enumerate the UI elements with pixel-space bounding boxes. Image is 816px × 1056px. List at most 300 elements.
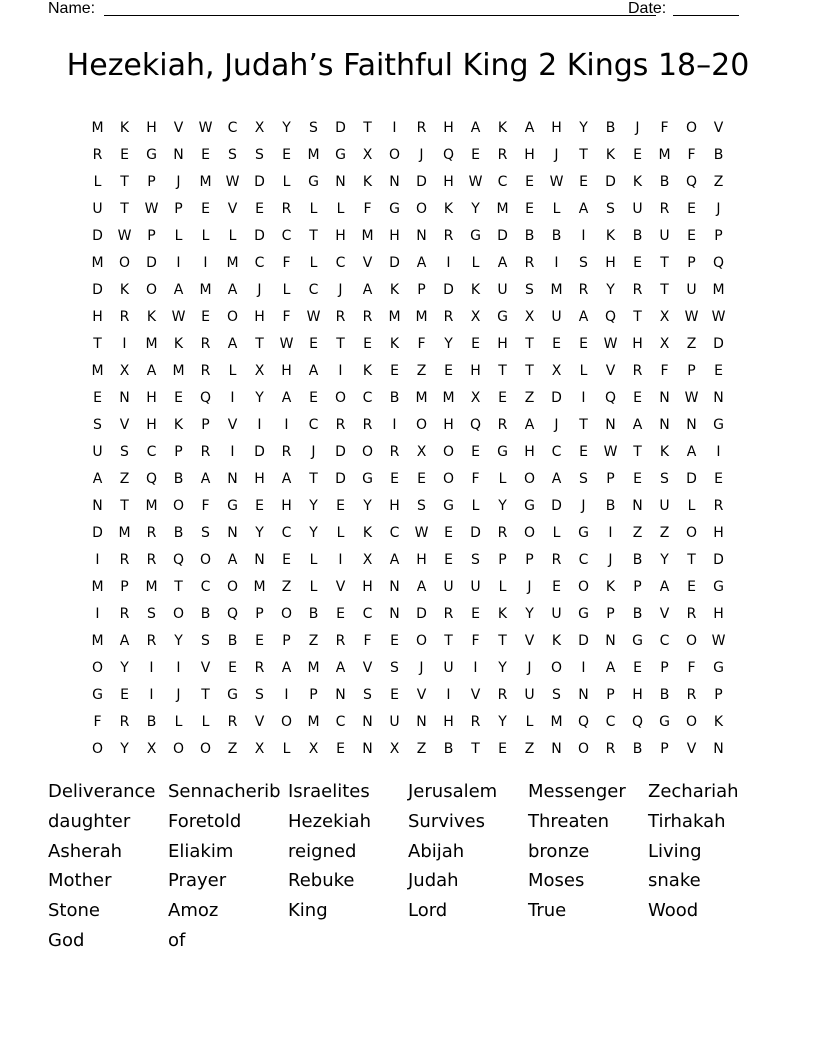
grid-letter: V xyxy=(362,254,373,271)
word-bank-item: Rebuke xyxy=(288,870,355,892)
grid-letter: H xyxy=(524,443,535,460)
grid-letter: J xyxy=(338,281,343,298)
grid-letter: M xyxy=(172,362,185,379)
grid-letter: B xyxy=(632,227,643,244)
grid-letter: R xyxy=(254,659,265,676)
grid-letter: D xyxy=(254,227,265,244)
grid-letter: I xyxy=(338,362,343,379)
grid-letter: Q xyxy=(145,470,158,487)
grid-letter: G xyxy=(308,173,319,190)
grid-letter: I xyxy=(176,659,181,676)
grid-letter: S xyxy=(417,497,426,514)
grid-letter: R xyxy=(578,281,589,298)
grid-letter: S xyxy=(309,119,318,136)
grid-letter: P xyxy=(606,605,615,622)
grid-letter: N xyxy=(389,173,400,190)
grid-letter: C xyxy=(389,524,400,541)
grid-letter: K xyxy=(605,578,616,595)
grid-letter: N xyxy=(416,227,427,244)
grid-letter: E xyxy=(336,740,345,757)
grid-letter: P xyxy=(255,605,264,622)
grid-letter: E xyxy=(444,551,453,568)
grid-letter: K xyxy=(470,281,481,298)
grid-letter: C xyxy=(281,227,292,244)
grid-letter: E xyxy=(93,389,102,406)
grid-letter: E xyxy=(633,659,642,676)
grid-letter: X xyxy=(659,335,670,352)
grid-letter: I xyxy=(554,254,559,271)
grid-letter: L xyxy=(498,578,507,595)
grid-letter: L xyxy=(228,227,237,244)
grid-letter: G xyxy=(227,497,238,514)
grid-letter: H xyxy=(416,551,427,568)
grid-letter: F xyxy=(687,659,696,676)
grid-letter: G xyxy=(389,200,400,217)
grid-letter: X xyxy=(119,362,130,379)
grid-letter: M xyxy=(145,335,158,352)
grid-letter: E xyxy=(714,470,723,487)
grid-letter: U xyxy=(443,659,454,676)
grid-letter: D xyxy=(551,497,562,514)
grid-letter: R xyxy=(119,713,130,730)
grid-letter: N xyxy=(389,605,400,622)
word-bank-item: Lord xyxy=(408,900,448,922)
grid-letter: W xyxy=(414,524,429,541)
grid-letter: O xyxy=(172,740,185,757)
grid-letter: J xyxy=(554,146,559,163)
grid-letter: P xyxy=(660,740,669,757)
grid-letter: V xyxy=(335,578,346,595)
word-bank-item: reigned xyxy=(288,840,357,862)
grid-letter: M xyxy=(307,659,320,676)
word-bank-item: Jerusalem xyxy=(408,781,498,802)
grid-letter: H xyxy=(146,389,157,406)
word-bank-item: Abijah xyxy=(408,840,465,862)
grid-letter: X xyxy=(551,362,562,379)
grid-letter: O xyxy=(550,659,563,676)
grid-letter: W xyxy=(144,200,159,217)
grid-letter: E xyxy=(336,605,345,622)
grid-letter: Q xyxy=(631,713,644,730)
grid-letter: I xyxy=(230,389,235,406)
grid-letter: H xyxy=(92,308,103,325)
grid-letter: K xyxy=(443,200,454,217)
word-bank-item: Living xyxy=(648,840,702,862)
grid-letter: B xyxy=(605,119,616,136)
grid-letter: U xyxy=(659,227,670,244)
grid-row xyxy=(84,573,732,600)
grid-letter: G xyxy=(659,713,670,730)
grid-letter: E xyxy=(201,308,210,325)
grid-letter: I xyxy=(149,686,154,703)
grid-letter: Y xyxy=(309,497,318,514)
worksheet-header xyxy=(48,0,742,20)
grid-letter: O xyxy=(280,713,293,730)
word-bank-item: Tirhakah xyxy=(648,810,726,832)
grid-letter: N xyxy=(416,713,427,730)
grid-letter: Z xyxy=(659,524,670,541)
grid-letter: I xyxy=(338,551,343,568)
grid-letter: T xyxy=(201,686,210,703)
grid-letter: R xyxy=(92,146,103,163)
grid-letter: N xyxy=(227,524,238,541)
grid-letter: I xyxy=(284,416,289,433)
grid-letter: T xyxy=(687,551,696,568)
word-bank-item: Prayer xyxy=(168,870,227,892)
grid-letter: T xyxy=(660,254,669,271)
grid-letter: Y xyxy=(309,524,318,541)
grid-letter: R xyxy=(416,119,427,136)
grid-letter: A xyxy=(659,578,670,595)
grid-letter: K xyxy=(362,173,373,190)
grid-letter: A xyxy=(578,200,589,217)
grid-letter: I xyxy=(473,659,478,676)
grid-letter: O xyxy=(523,524,536,541)
word-bank-item: Moses xyxy=(528,870,585,892)
grid-letter: W xyxy=(171,308,186,325)
grid-letter: X xyxy=(308,740,319,757)
grid-letter: B xyxy=(173,470,184,487)
grid-letter: R xyxy=(335,308,346,325)
word-bank xyxy=(48,779,768,958)
word-bank-item: Eliakim xyxy=(168,840,234,862)
grid-letter: N xyxy=(389,578,400,595)
grid-letter: O xyxy=(388,146,401,163)
grid-letter: K xyxy=(632,173,643,190)
grid-letter: N xyxy=(551,740,562,757)
word-bank-item: True xyxy=(528,900,567,922)
grid-letter: S xyxy=(228,146,237,163)
grid-letter: B xyxy=(227,632,238,649)
grid-letter: M xyxy=(145,497,158,514)
grid-letter: U xyxy=(92,443,103,460)
grid-letter: P xyxy=(282,632,291,649)
grid-letter: D xyxy=(686,470,697,487)
grid-letter: U xyxy=(389,713,400,730)
grid-letter: A xyxy=(227,281,238,298)
grid-letter: T xyxy=(309,227,318,244)
grid-letter: K xyxy=(119,119,130,136)
grid-letter: W xyxy=(306,308,321,325)
grid-letter: Y xyxy=(174,632,183,649)
grid-letter: G xyxy=(632,632,643,649)
grid-letter: Y xyxy=(120,659,129,676)
grid-letter: G xyxy=(713,578,724,595)
grid-letter: M xyxy=(199,281,212,298)
grid-letter: S xyxy=(147,605,156,622)
grid-letter: R xyxy=(281,443,292,460)
grid-letter: Y xyxy=(363,497,372,514)
grid-letter: A xyxy=(551,470,562,487)
grid-letter: W xyxy=(468,173,483,190)
grid-letter: V xyxy=(470,686,481,703)
grid-letter: O xyxy=(91,659,104,676)
grid-letter: S xyxy=(390,659,399,676)
grid-letter: X xyxy=(470,389,481,406)
grid-letter: C xyxy=(659,632,670,649)
grid-letter: H xyxy=(443,119,454,136)
grid-letter: Q xyxy=(226,605,239,622)
grid-letter: X xyxy=(524,308,535,325)
grid-letter: A xyxy=(119,632,130,649)
grid-letter: J xyxy=(635,119,640,136)
grid-letter: T xyxy=(309,470,318,487)
grid-letter: E xyxy=(552,578,561,595)
grid-letter: E xyxy=(498,389,507,406)
grid-letter: R xyxy=(551,551,562,568)
grid-letter: P xyxy=(687,254,696,271)
grid-letter: E xyxy=(201,200,210,217)
grid-letter: M xyxy=(496,200,509,217)
grid-letter: E xyxy=(552,335,561,352)
grid-letter: Y xyxy=(255,389,264,406)
grid-letter: B xyxy=(389,389,400,406)
grid-letter: R xyxy=(443,227,454,244)
grid-letter: O xyxy=(280,605,293,622)
grid-letter: T xyxy=(120,173,129,190)
grid-letter: R xyxy=(389,443,400,460)
grid-letter: Q xyxy=(172,551,185,568)
grid-letter: A xyxy=(416,578,427,595)
grid-letter: L xyxy=(579,362,588,379)
grid-letter: D xyxy=(416,173,427,190)
grid-letter: S xyxy=(93,416,102,433)
grid-letter: P xyxy=(660,659,669,676)
grid-letter: W xyxy=(684,389,699,406)
grid-letter: G xyxy=(578,524,589,541)
grid-letter: Y xyxy=(498,659,507,676)
grid-letter: R xyxy=(119,551,130,568)
grid-letter: M xyxy=(658,146,671,163)
grid-letter: Q xyxy=(604,308,617,325)
grid-letter: H xyxy=(443,173,454,190)
grid-letter: G xyxy=(578,605,589,622)
grid-letter: G xyxy=(146,146,157,163)
grid-letter: K xyxy=(389,281,400,298)
grid-letter: L xyxy=(282,740,291,757)
name-line xyxy=(104,15,656,16)
grid-letter: I xyxy=(716,443,721,460)
grid-letter: Y xyxy=(498,497,507,514)
grid-letter: C xyxy=(335,713,346,730)
grid-letter: U xyxy=(443,578,454,595)
grid-letter: E xyxy=(633,254,642,271)
grid-letter: N xyxy=(335,686,346,703)
grid-letter: S xyxy=(255,686,264,703)
grid-letter: Z xyxy=(281,578,292,595)
grid-letter: I xyxy=(392,416,397,433)
grid-letter: P xyxy=(309,686,318,703)
grid-row xyxy=(84,708,732,735)
grid-letter: O xyxy=(523,470,536,487)
grid-letter: H xyxy=(443,416,454,433)
grid-row xyxy=(84,276,732,303)
grid-letter: I xyxy=(392,119,397,136)
grid-letter: A xyxy=(578,308,589,325)
word-bank-item: snake xyxy=(648,870,701,892)
grid-letter: B xyxy=(605,497,616,514)
grid-letter: D xyxy=(92,227,103,244)
grid-letter: E xyxy=(282,551,291,568)
grid-letter: S xyxy=(255,146,264,163)
grid-letter: D xyxy=(551,389,562,406)
grid-letter: R xyxy=(227,713,238,730)
grid-letter: V xyxy=(524,632,535,649)
grid-letter: F xyxy=(363,200,372,217)
grid-letter: E xyxy=(255,632,264,649)
grid-letter: H xyxy=(443,713,454,730)
grid-letter: W xyxy=(549,173,564,190)
word-bank-item: Threaten xyxy=(528,810,610,832)
grid-letter: W xyxy=(279,335,294,352)
grid-letter: Z xyxy=(632,524,643,541)
grid-letter: A xyxy=(335,659,346,676)
grid-letter: I xyxy=(203,254,208,271)
grid-letter: U xyxy=(632,200,643,217)
grid-row xyxy=(84,438,732,465)
grid-letter: D xyxy=(713,551,724,568)
grid-letter: U xyxy=(551,605,562,622)
grid-letter: T xyxy=(255,335,264,352)
grid-letter: J xyxy=(527,659,532,676)
grid-letter: D xyxy=(92,281,103,298)
grid-letter: O xyxy=(226,308,239,325)
grid-letter: Y xyxy=(498,713,507,730)
grid-letter: F xyxy=(417,335,426,352)
grid-letter: W xyxy=(711,308,726,325)
grid-letter: N xyxy=(632,497,643,514)
grid-letter: D xyxy=(443,281,454,298)
grid-letter: T xyxy=(525,362,534,379)
grid-letter: A xyxy=(362,281,373,298)
grid-letter: Y xyxy=(255,524,264,541)
grid-letter: B xyxy=(632,740,643,757)
grid-letter: Z xyxy=(686,335,697,352)
grid-letter: A xyxy=(227,551,238,568)
grid-letter: M xyxy=(199,173,212,190)
grid-letter: V xyxy=(416,686,427,703)
grid-letter: R xyxy=(119,605,130,622)
grid-letter: E xyxy=(525,173,534,190)
grid-letter: I xyxy=(149,659,154,676)
grid-letter: I xyxy=(176,254,181,271)
grid-letter: U xyxy=(470,578,481,595)
grid-row xyxy=(84,222,732,249)
grid-letter: W xyxy=(603,335,618,352)
grid-letter: B xyxy=(173,524,184,541)
grid-letter: Q xyxy=(199,389,212,406)
grid-letter: O xyxy=(415,416,428,433)
grid-letter: F xyxy=(660,119,669,136)
grid-letter: O xyxy=(172,605,185,622)
grid-letter: J xyxy=(176,173,181,190)
grid-letter: E xyxy=(633,470,642,487)
grid-row xyxy=(84,519,732,546)
grid-letter: E xyxy=(444,524,453,541)
word-bank-item: daughter xyxy=(48,810,131,832)
grid-letter: M xyxy=(91,578,104,595)
grid-letter: L xyxy=(309,578,318,595)
grid-letter: K xyxy=(605,227,616,244)
grid-letter: L xyxy=(552,200,561,217)
grid-letter: A xyxy=(497,254,508,271)
grid-letter: A xyxy=(173,281,184,298)
word-bank-item: Deliverance xyxy=(48,781,156,802)
grid-letter: K xyxy=(119,281,130,298)
grid-letter: T xyxy=(471,740,480,757)
grid-letter: K xyxy=(362,362,373,379)
grid-letter: G xyxy=(92,686,103,703)
grid-letter: O xyxy=(91,740,104,757)
grid-letter: E xyxy=(309,335,318,352)
grid-letter: D xyxy=(254,173,265,190)
grid-letter: H xyxy=(389,227,400,244)
grid-letter: K xyxy=(146,308,157,325)
grid-letter: R xyxy=(686,605,697,622)
grid-letter: Y xyxy=(606,281,615,298)
grid-row xyxy=(84,141,732,168)
grid-letter: Q xyxy=(577,713,590,730)
grid-letter: J xyxy=(527,578,532,595)
grid-letter: H xyxy=(632,335,643,352)
grid-letter: Z xyxy=(524,740,535,757)
grid-letter: O xyxy=(226,578,239,595)
grid-letter: E xyxy=(525,200,534,217)
grid-letter: I xyxy=(230,443,235,460)
word-bank-item: Messenger xyxy=(528,781,626,802)
grid-letter: P xyxy=(417,281,426,298)
grid-letter: Y xyxy=(660,551,669,568)
grid-letter: R xyxy=(146,551,157,568)
grid-letter: E xyxy=(255,200,264,217)
grid-letter: A xyxy=(92,470,103,487)
grid-letter: P xyxy=(120,578,129,595)
grid-letter: S xyxy=(660,470,669,487)
grid-letter: P xyxy=(147,173,156,190)
word-bank-item: Stone xyxy=(48,900,100,922)
grid-letter: L xyxy=(309,200,318,217)
grid-letter: M xyxy=(91,362,104,379)
grid-letter: N xyxy=(578,686,589,703)
grid-letter: W xyxy=(684,308,699,325)
grid-letter: O xyxy=(685,713,698,730)
grid-letter: P xyxy=(174,443,183,460)
grid-letter: K xyxy=(659,443,670,460)
grid-letter: M xyxy=(91,632,104,649)
grid-letter: T xyxy=(525,335,534,352)
grid-letter: C xyxy=(146,443,157,460)
grid-letter: T xyxy=(579,146,588,163)
grid-letter: L xyxy=(336,524,345,541)
grid-letter: V xyxy=(200,659,211,676)
grid-letter: E xyxy=(390,632,399,649)
grid-letter: K xyxy=(173,416,184,433)
grid-letter: B xyxy=(659,173,670,190)
grid-letter: V xyxy=(173,119,184,136)
grid-letter: C xyxy=(578,551,589,568)
grid-letter: X xyxy=(146,740,157,757)
grid-letter: L xyxy=(552,524,561,541)
grid-letter: A xyxy=(470,119,481,136)
grid-letter: H xyxy=(389,497,400,514)
grid-letter: T xyxy=(120,200,129,217)
grid-letter: L xyxy=(309,254,318,271)
grid-letter: H xyxy=(146,416,157,433)
grid-letter: G xyxy=(713,416,724,433)
grid-row xyxy=(84,330,732,357)
grid-letter: M xyxy=(91,119,104,136)
page-title: Hezekiah, Judah’s Faithful King 2 Kings 18–20 xyxy=(66,48,750,83)
